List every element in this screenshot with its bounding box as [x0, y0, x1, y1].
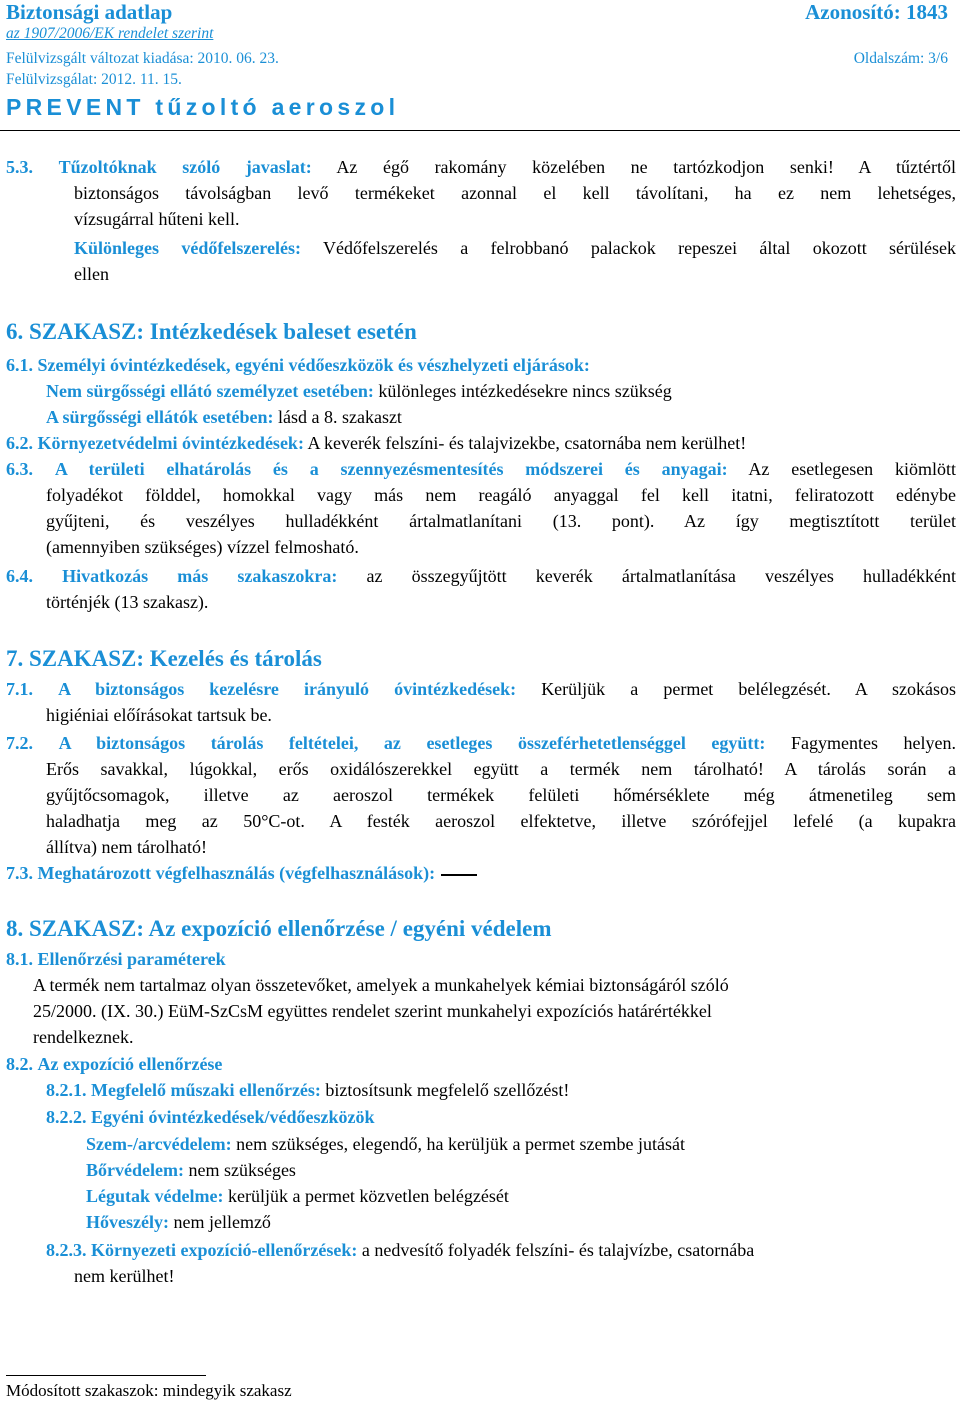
section-7-1-cont [46, 702, 956, 728]
thermal-hazard-text: nem jellemző [173, 1212, 271, 1232]
section-text: az összegyűjtött keverék ártalmatlanítása veszélyes hulladékként [366, 566, 957, 586]
special-equipment-label: Különleges védőfelszerelés: [74, 238, 301, 258]
section-text: a nedvesítő folyadék felszíni- és talajvízbe, csatornába [361, 1240, 755, 1260]
section-8-heading: 8. SZAKASZ: Az expozíció ellenőrzése / egyéni védelem [6, 916, 552, 941]
respiratory-protection-text: kerüljük a permet közvetlen belégzését [227, 1186, 509, 1206]
section-label: Hivatkozás más szakaszokra: [62, 566, 338, 586]
section-label: Ellenőrzési paraméterek [37, 949, 226, 969]
skin-protection-item [86, 1157, 956, 1183]
section-8-2-1 [46, 1077, 956, 1130]
section-8-2-3 [46, 1237, 956, 1263]
section-number: 8.2.1. [46, 1080, 87, 1100]
text-line: A termék nem tartalmaz olyan összetevőket, amelyek a munkahelyek kémiai biztonságáról szóló [33, 975, 729, 995]
section-label: Megfelelő műszaki ellenőrzés: [91, 1080, 321, 1100]
section-6-2 [6, 430, 956, 456]
footer-modified-sections: Módosított szakaszok: mindegyik szakasz [6, 1381, 292, 1400]
section-label: Az expozíció ellenőrzése [37, 1054, 223, 1074]
section-7-2 [6, 730, 956, 756]
text-line: ellen [74, 264, 109, 284]
section-number: 6.1. [6, 355, 33, 375]
section-text: Fagymentes helyen. [790, 733, 957, 753]
dash-mark [441, 874, 477, 876]
section-label: Személyi óvintézkedések, egyéni védőeszközök és vészhelyzeti eljárások: [37, 355, 590, 375]
section-text: Az égő rakomány közelében ne tartózkodjon senki! A tűztértől [336, 157, 956, 177]
respiratory-protection-label: Légutak védelme: [86, 1186, 224, 1206]
skin-protection-label: Bőrvédelem: [86, 1160, 184, 1180]
text-line: vízsugárral hűteni kell. [74, 209, 240, 229]
section-6-1 [6, 352, 956, 378]
text-line: 25/2000. (IX. 30.) EüM-SzCsM együttes rendelet szerint munkahelyi expozíciós határértékkel [33, 1001, 712, 1021]
eye-protection-label: Szem-/arcvédelem: [86, 1134, 232, 1154]
document-identifier: Azonosító: 1843 [805, 0, 948, 24]
emergency-label: A sürgősségi ellátók esetében: [46, 407, 274, 427]
section-number: 6.2. [6, 433, 33, 453]
thermal-hazard-item [86, 1209, 956, 1235]
text-line: állítva) nem tárolható! [46, 837, 207, 857]
section-label: Egyéni óvintézkedések/védőeszközök [91, 1107, 375, 1127]
text-line: rendelkeznek. [33, 1027, 134, 1047]
non-emergency-label: Nem sürgősségi ellátó személyzet esetében: [46, 381, 374, 401]
section-8-2 [6, 1051, 956, 1077]
section-7-3 [6, 860, 956, 886]
section-7-heading: 7. SZAKASZ: Kezelés és tárolás [6, 646, 322, 671]
section-number: 6.3. [6, 459, 33, 479]
thermal-hazard-label: Hőveszély: [86, 1212, 169, 1232]
text-line: gyűjtőcsomagok, illetve az aeroszol termékek felületi hőmérséklete még átmenetileg sem [46, 785, 956, 805]
section-6-4 [6, 563, 956, 589]
text-line: történjék (13 szakasz). [46, 592, 209, 612]
regulation-reference: az 1907/2006/EK rendelet szerint [6, 25, 214, 42]
text-line: higiéniai előírásokat tartsuk be. [46, 705, 272, 725]
review-date: Felülvizsgálat: 2012. 11. 15. [6, 71, 182, 88]
section-6-1-cont [46, 378, 956, 430]
eye-protection-text: nem szükséges, elegendő, ha kerüljük a permet szembe jutását [236, 1134, 685, 1154]
non-emergency-text: különleges intézkedésekre nincs szükség [378, 381, 672, 401]
section-8-1 [6, 946, 956, 972]
header-divider [0, 130, 960, 131]
emergency-text: lásd a 8. szakaszt [277, 407, 402, 427]
section-text: Az esetlegesen kiömlött [748, 459, 957, 479]
protective-equipment-list [86, 1131, 956, 1235]
section-6-heading: 6. SZAKASZ: Intézkedések baleset esetén [6, 319, 417, 344]
footer-divider [6, 1375, 206, 1376]
section-text: Kerüljük a permet belélegzését. A szokásos [541, 679, 957, 699]
section-5-3-cont [74, 180, 956, 287]
text-line: nem kerülhet! [74, 1266, 175, 1286]
section-number: 7.3. [6, 863, 33, 883]
revision-issue: Felülvizsgált változat kiadása: 2010. 06. 23. [6, 50, 279, 67]
section-number: 8.1. [6, 949, 33, 969]
section-text: biztosítsunk megfelelő szellőzést! [325, 1080, 570, 1100]
section-text: A keverék felszíni- és talajvizekbe, csatornába nem kerülhet! [307, 433, 747, 453]
section-5-3 [6, 154, 956, 180]
section-7-2-cont [46, 756, 956, 860]
document-title: Biztonsági adatlap [6, 0, 173, 24]
respiratory-protection-item [86, 1183, 956, 1209]
section-7-1 [6, 676, 956, 702]
section-number: 8.2. [6, 1054, 33, 1074]
eye-protection-item [86, 1131, 956, 1157]
text-line: folyadékot földdel, homokkal vagy más nem reagáló anyaggal fel kell itatni, feliratozott edénybe [46, 485, 956, 505]
section-label: Meghatározott végfelhasználás (végfelhasználások): [37, 863, 436, 883]
section-label: Tűzoltóknak szóló javaslat: [58, 157, 312, 177]
section-number: 8.2.3. [46, 1240, 87, 1260]
section-number: 6.4. [6, 566, 33, 586]
section-6-3 [6, 456, 956, 482]
special-equipment-text: Védőfelszerelés a felrobbanó palackok repeszei által okozott sérülések [322, 238, 956, 258]
page-number: Oldalszám: 3/6 [853, 50, 948, 67]
text-line: (amennyiben szükséges) vízzel felmosható. [46, 537, 359, 557]
section-number: 7.1. [6, 679, 33, 699]
text-line: biztonságos távolságban levő termékeket azonnal el kell távolítani, ha ez nem lehetséges, [74, 183, 956, 203]
text-line: Erős savakkal, lúgokkal, erős oxidálószerekkel együtt a termék nem tárolható! A tárolás során a [46, 759, 956, 779]
text-line: gyűjteni, és veszélyes hulladékként ártalmatlanítani (13. pont). Az így megtisztított terület [46, 511, 956, 531]
section-number: 8.2.2. [46, 1107, 87, 1127]
section-label: A biztonságos kezelésre irányuló óvintézkedések: [58, 679, 517, 699]
product-name: PREVENT tűzoltó aeroszol [6, 94, 400, 120]
section-8-2-3-cont [74, 1263, 956, 1289]
text-line: haladhatja meg az 50°C-ot. A festék aeroszol elfektetve, illetve szórófejjel lefelé (a kupakra [46, 811, 956, 831]
section-label: Környezetvédelmi óvintézkedések: [37, 433, 304, 453]
section-number: 5.3. [6, 157, 33, 177]
section-label: A területi elhatárolás és a szennyezésmentesítés módszerei és anyagai: [54, 459, 728, 479]
section-6-4-cont [46, 589, 956, 615]
section-label: Környezeti expozíció-ellenőrzések: [91, 1240, 358, 1260]
section-label: A biztonságos tárolás feltételei, az esetleges összeférhetetlenséggel együtt: [58, 733, 766, 753]
section-8-1-cont [33, 972, 956, 1050]
section-6-3-cont [46, 482, 956, 560]
skin-protection-text: nem szükséges [188, 1160, 296, 1180]
section-number: 7.2. [6, 733, 33, 753]
